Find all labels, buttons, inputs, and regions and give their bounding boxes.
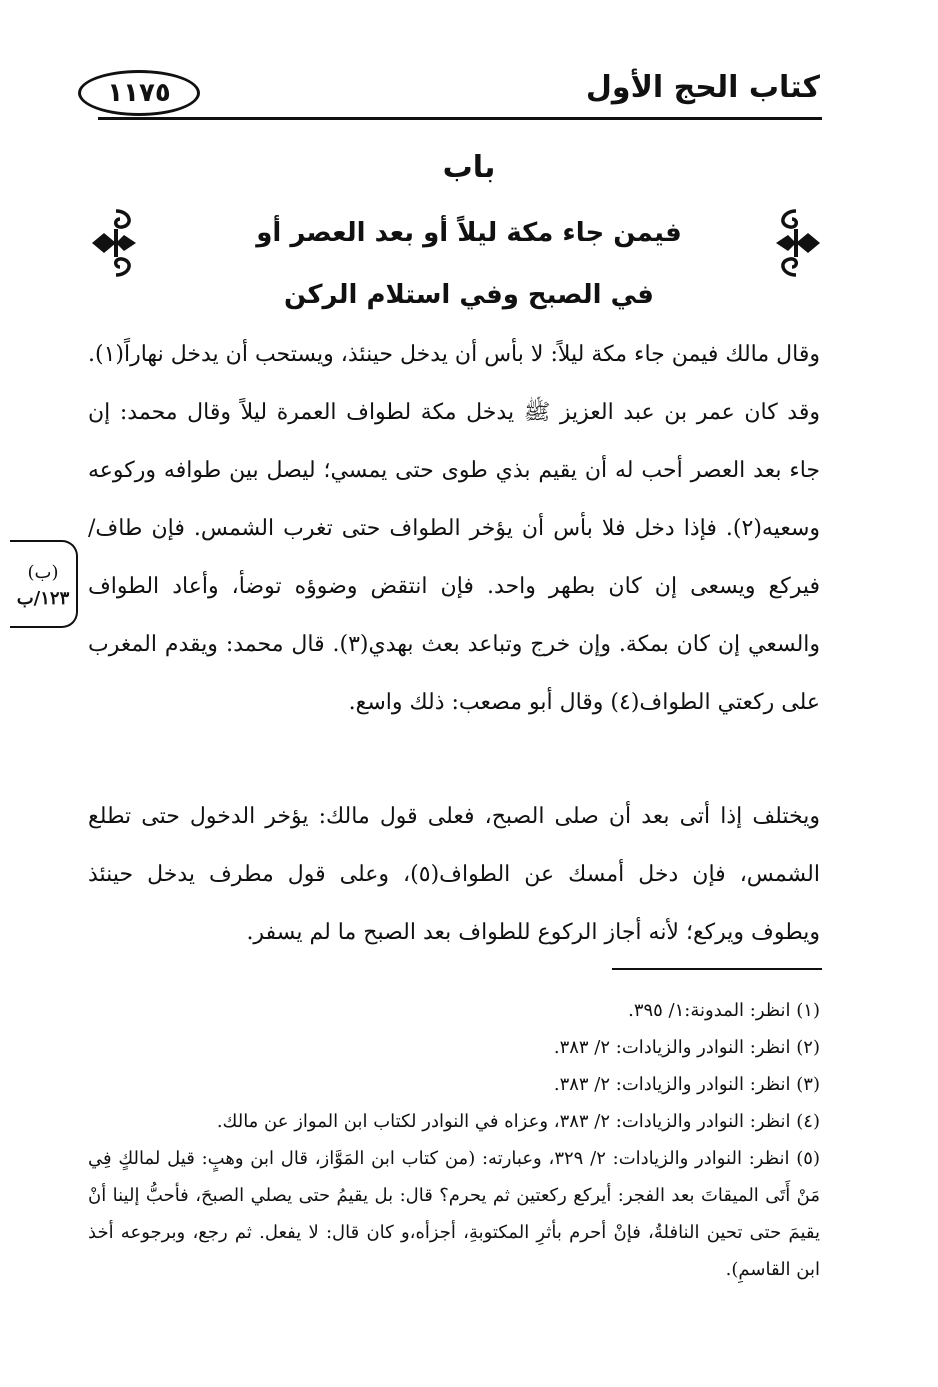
page-number-text: ١١٧٥ (107, 78, 171, 108)
chapter-title-line-2: في الصبح وفي استلام الركن (284, 280, 654, 310)
chapter-title-line-1: فيمن جاء مكة ليلاً أو بعد العصر أو (256, 218, 682, 248)
header-rule (98, 117, 822, 120)
page-number (78, 70, 200, 116)
running-title: كتاب الحج الأول (585, 70, 820, 105)
ornament-right-icon (768, 205, 824, 281)
margin-note (10, 540, 78, 628)
margin-note-line-1: (ب) (27, 562, 59, 583)
body-paragraph-1: وقال مالك فيمن جاء مكة ليلاً: لا بأس أن يدخل حينئذ، ويستحب أن يدخل نهاراً(١). وقد كان عمر بن عبد العزيز ﷺ يدخل مكة لطواف العمرة ليلاً وقال محمد: إن جاء بعد العصر أحب له أن يقيم بذي طوى حتى يمسي؛ ليصل بين طوافه وركوعه وسعيه(٢). فإذا دخل فلا بأس أن يؤخر الطواف حتى تغرب الشمس. فإن طاف/ فيركع ويسعى إن كان بطهر واحد. فإن انتقض وضوؤه توضأ، وأعاد الطواف والسعي إن كان بمكة. وإن خرج وتباعد بعث بهدي(٣). قال محمد: ويقدم المغرب على ركعتي الطواف(٤) وقال أبو مصعب: ذلك واسع. (88, 342, 821, 715)
footnotes (88, 992, 820, 1288)
footnote-2: (٢) انظر: النوادر والزيادات: ٢/ ٣٨٣. (553, 1037, 820, 1058)
footnote-1: (١) انظر: المدونة:١/ ٣٩٥. (628, 1000, 820, 1021)
ornament-left-icon (88, 205, 144, 281)
body-paragraph-2: ويختلف إذا أتى بعد أن صلى الصبح، فعلى قول مالك: يؤخر الدخول حتى تطلع الشمس، فإن دخل أمسك عن الطواف(٥)، وعلى قول مطرف يدخل حينئذ ويطوف ويركع؛ لأنه أجاز الركوع للطواف بعد الصبح ما لم يسفر. (88, 804, 820, 945)
footnote-4: (٤) انظر: النوادر والزيادات: ٢/ ٣٨٣، وعزاه في النوادر لكتاب ابن المواز عن مالك. (216, 1111, 820, 1132)
footnote-separator (612, 968, 822, 970)
footnote-3: (٣) انظر: النوادر والزيادات: ٢/ ٣٨٣. (553, 1074, 820, 1095)
footnote-5: (٥) انظر: النوادر والزيادات: ٢/ ٣٢٩، وعبارته: (من كتاب ابن المَوَّاز، قال ابن وهبٍ: قيل لمالكٍ فِي مَنْ أَتَى الميقاتَ بعد الفجر: أيركع ركعتين ثم يحرم؟ قال: بل يقيمُ حتى يصلي الصبحَ، فأحبُّ إلينا أنْ يقيمَ حتى تحين النافلةُ، فإنْ أحرم بأثرِ المكتوبةِ، أجزأه،و كان قال: لا يفعل. ثم رجع، وبرجوعه أخذ ابن القاسمِ). (88, 1148, 820, 1280)
chapter-label: باب (442, 150, 496, 185)
margin-note-line-2: ١٢٣/ب (16, 588, 70, 609)
